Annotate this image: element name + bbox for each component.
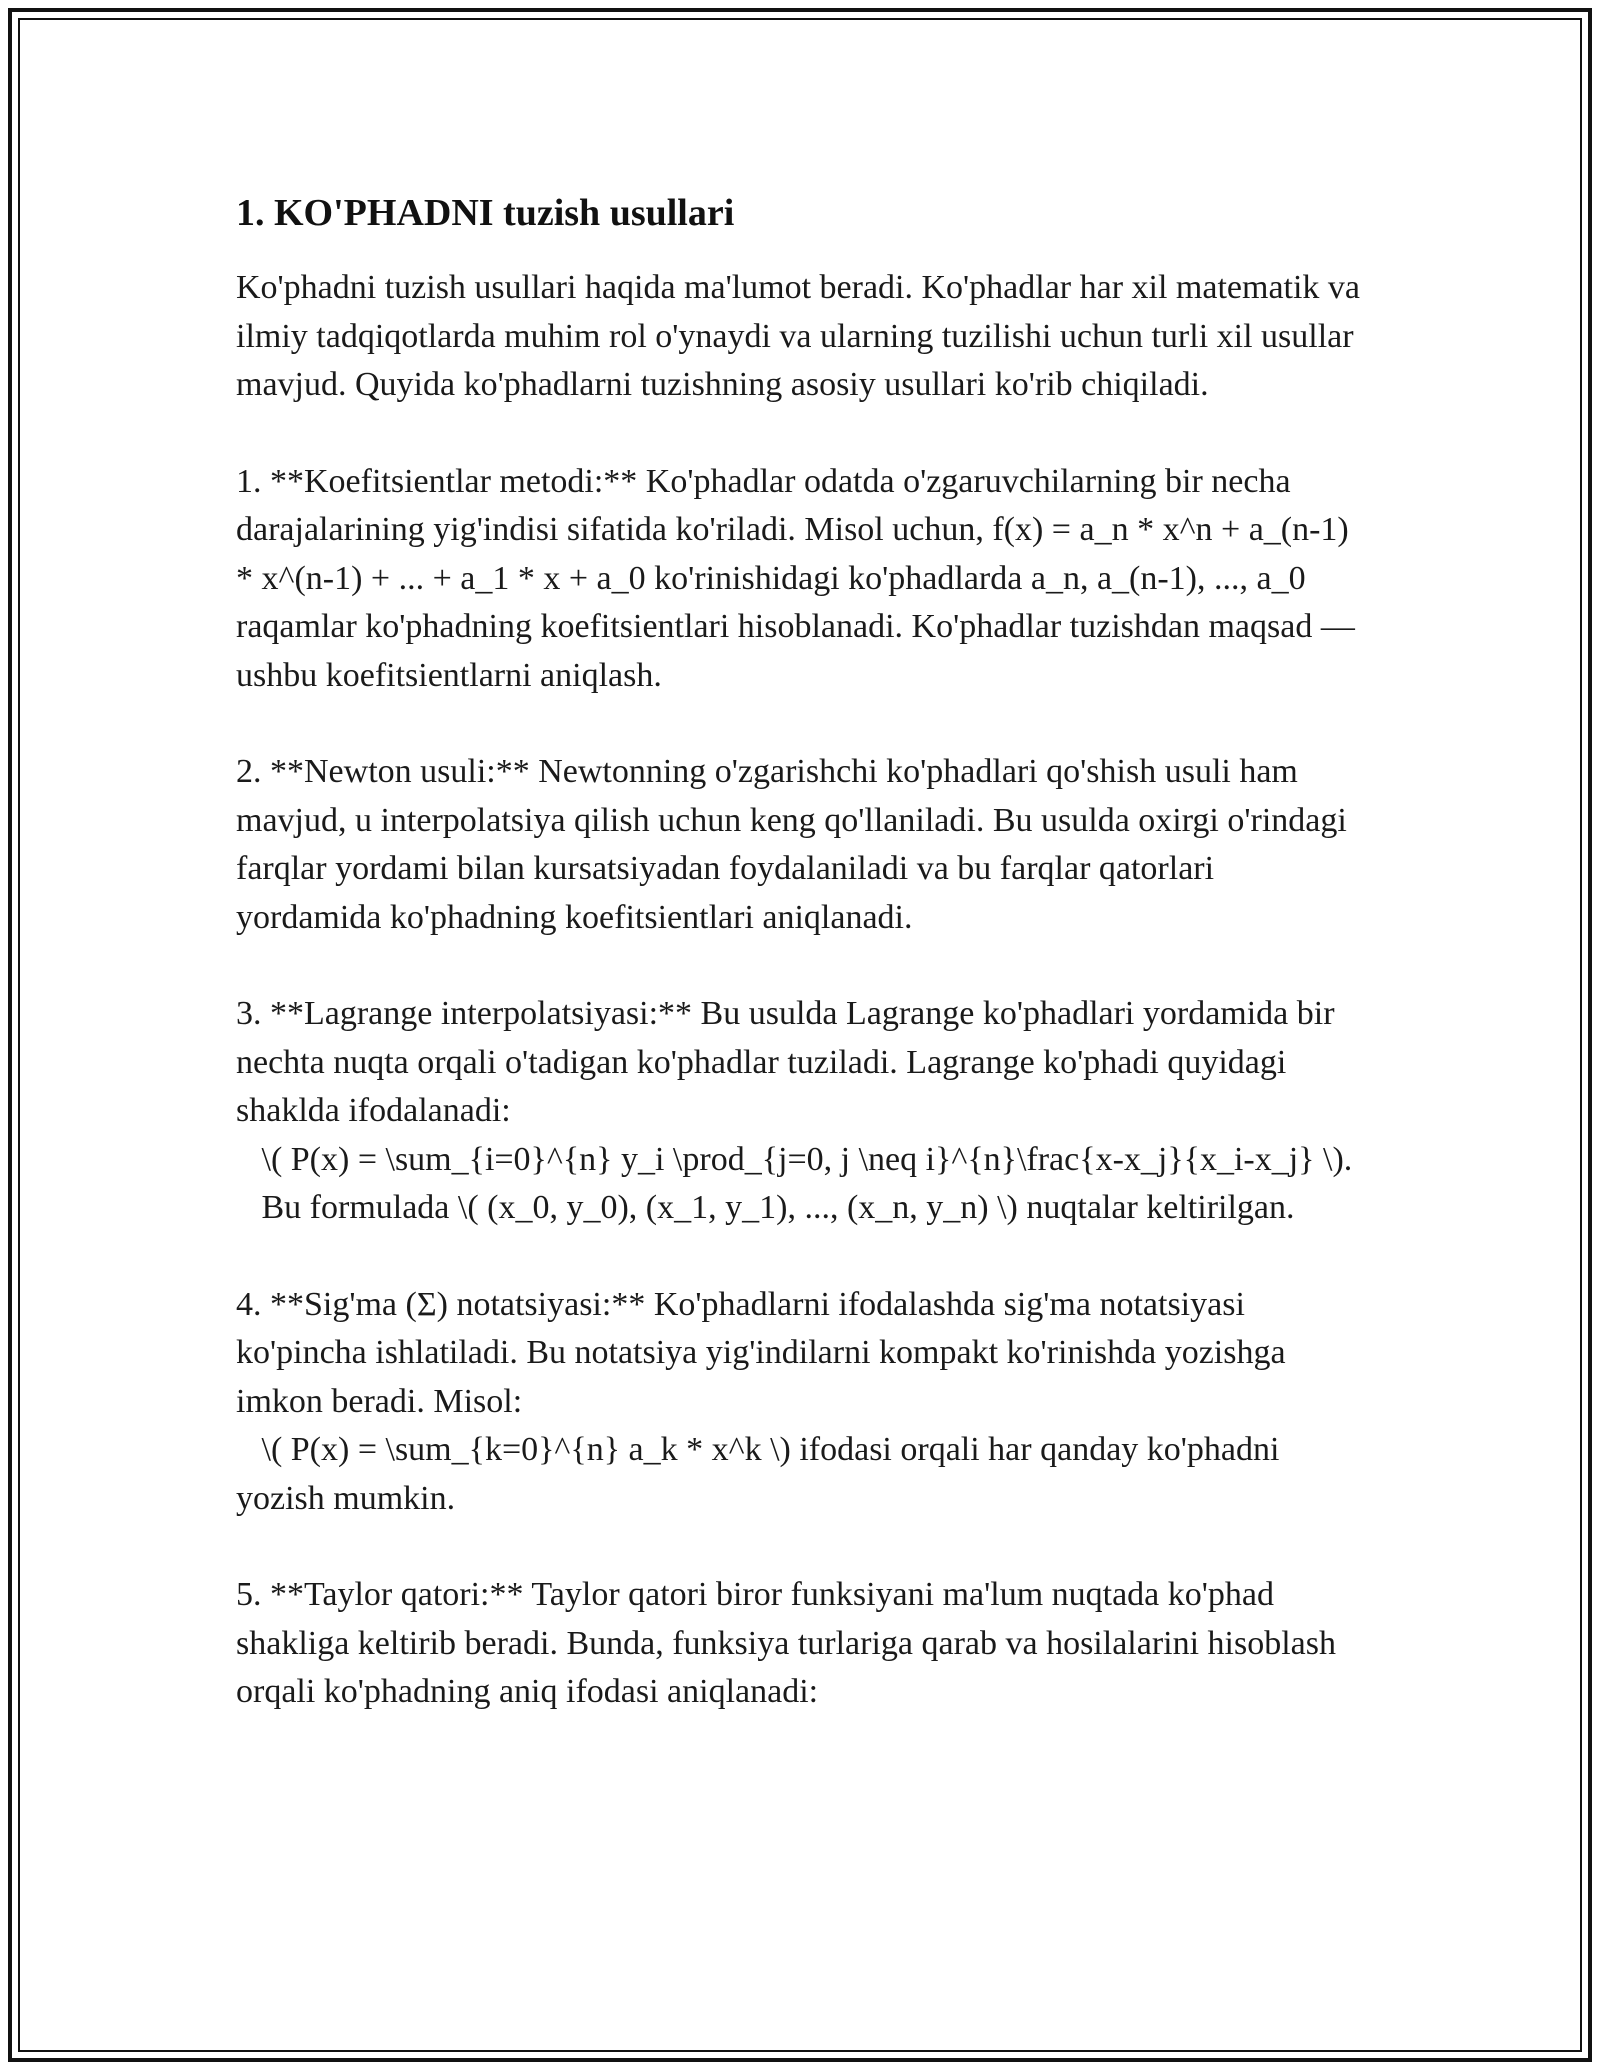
section-taylor-series: 5. **Taylor qatori:** Taylor qatori biror funksiyani ma'lum nuqtada ko'phad shakliga keltirib beradi. Bunda, funksiya turlariga qarab va hosilalarini hisoblash orqali ko'phadning aniq ifodasi aniqlanadi:: [236, 1576, 1345, 1710]
document-body: [236, 188, 1369, 1765]
section-coefficients-method: 1. **Koefitsientlar metodi:** Ko'phadlar odatda o'zgaruvchilarning bir necha darajalarining yig'indisi sifatida ko'riladi. Misol uchun, f(x) = a_n * x^n + a_(n-1) * x^(n-1) + ... + a_1 * x + a_0 ko'rinishidagi ko'phadlarda a_n, a_(n-1), ..., a_0 raqamlar ko'phadning koefitsientlari hisoblanadi. Ko'phadlar tuzishdan maqsad — ushbu koefitsientlarni aniqlash.: [236, 462, 1364, 694]
document-title: 1. KO'PHADNI tuzish usullari: [236, 192, 735, 234]
section-newton-method: 2. **Newton usuli:** Newtonning o'zgarishchi ko'phadlari qo'shish usuli ham mavjud, u interpolatsiya qilish uchun keng qo'llaniladi. Bu usulda oxirgi o'rindagi farqlar yordami bilan kursatsiyadan foydalaniladi va bu farqlar qatorlari yordamida ko'phadning koefitsientlari aniqlanadi.: [236, 753, 1356, 936]
section-lagrange-interpolation: 3. **Lagrange interpolatsiyasi:** Bu usulda Lagrange ko'phadlari yordamida bir nechta nuqta orqali o'tadigan ko'phadlar tuziladi. Lagrange ko'phadi quyidagi shaklda ifodalanadi: \( P(x) = \sum_{i=0}^{n} y_i \prod_{j=0, j \neq i}^{n}\frac{x-x_j}{x_i-x_j} \). Bu formulada \( (x_0, y_0), (x_1, y_1), ..., (x_n, y_n) \) nuqtalar keltirilgan.: [236, 995, 1353, 1226]
intro-paragraph: Ko'phadni tuzish usullari haqida ma'lumot beradi. Ko'phadlar har xil matematik va ilmiy tadqiqotlarda muhim rol o'ynaydi va ularning tuzilishi uchun turli xil usullar mavjud. Quyida ko'phadlarni tuzishning asosiy usullari ko'rib chiqiladi.: [236, 269, 1369, 403]
section-sigma-notation: 4. **Sig'ma (Σ) notatsiyasi:** Ko'phadlarni ifodalashda sig'ma notatsiyasi ko'pincha ishlatiladi. Bu notatsiya yig'indilarni kompakt ko'rinishda yozishga imkon beradi. Misol: \( P(x) = \sum_{k=0}^{n} a_k * x^k \) ifodasi orqali har qanday ko'phadni yozish mumkin.: [236, 1285, 1286, 1517]
